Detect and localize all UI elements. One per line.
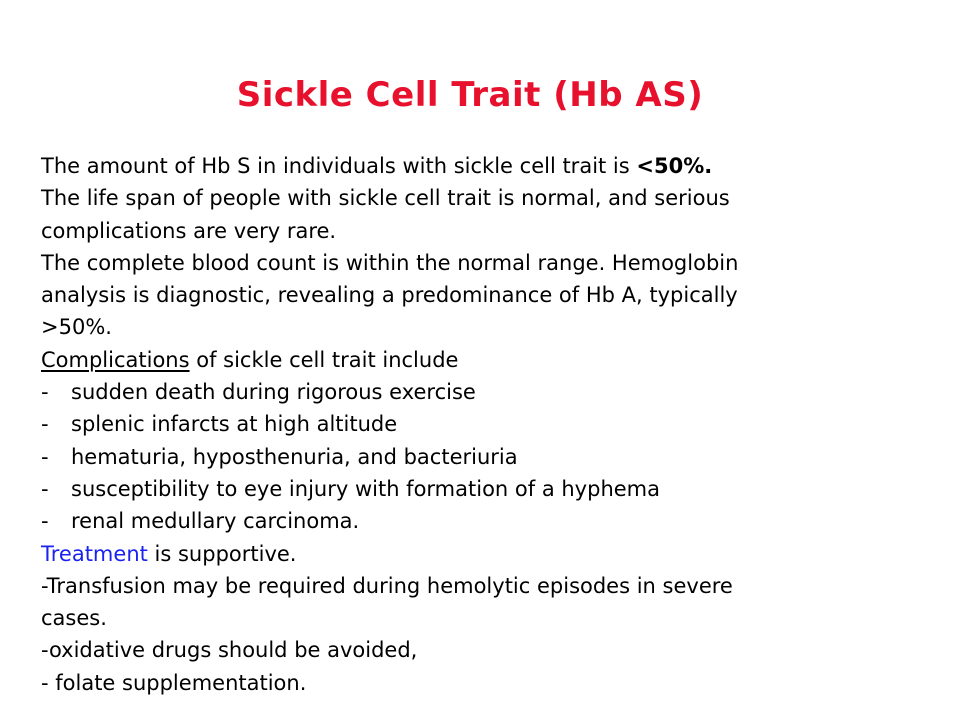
complication-item [41,473,931,505]
bullet-dash: - [41,380,49,405]
complications-heading-rest: of sickle cell trait include [189,347,459,372]
treatment-transfusion-line-1: -Transfusion may be required during hemolytic episodes in severe [41,573,733,598]
complication-item [41,376,931,408]
complication-item-text: sudden death during rigorous exercise [71,380,476,405]
complication-item-text: renal medullary carcinoma. [71,509,360,534]
paragraph-life-span-line-2: complications are very rare. [41,218,337,243]
paragraph-life-span-line-1: The life span of people with sickle cell trait is normal, and serious [41,186,730,211]
slide-body [41,150,931,699]
treatment-heading-line [41,538,931,570]
bullet-dash: - [41,509,49,534]
paragraph-blood-count-line-3: >50%. [41,315,112,340]
treatment-heading: Treatment [41,541,148,566]
hbs-amount-value: <50%. [636,154,713,178]
complications-heading: Complications [41,347,190,372]
paragraph-hbs-amount-text: The amount of Hb S in individuals with sickle cell trait is [41,154,637,178]
complication-item [41,408,931,440]
bullet-dash: - [41,412,49,437]
bullet-dash: - [41,444,49,469]
complication-item [41,441,931,473]
paragraph-blood-count-line-1: The complete blood count is within the normal range. Hemoglobin [41,250,739,275]
complication-item-text: splenic infarcts at high altitude [71,412,398,437]
complication-item [41,505,931,537]
treatment-oxidative-drugs: -oxidative drugs should be avoided, [41,638,418,663]
bullet-dash: - [41,476,49,501]
treatment-transfusion-line-2: cases. [41,606,107,631]
treatment-folate: - folate supplementation. [41,670,307,695]
complications-heading-line [41,344,931,376]
paragraph-hbs-amount [41,150,931,182]
paragraph-blood-count-line-2: analysis is diagnostic, revealing a predominance of Hb A, typically [41,283,738,308]
complication-item-text: susceptibility to eye injury with formation of a hyphema [71,476,660,501]
complication-item-text: hematuria, hyposthenuria, and bacteriuria [71,444,518,469]
slide-title: Sickle Cell Trait (Hb AS) [236,75,704,115]
treatment-heading-rest: is supportive. [147,541,297,566]
